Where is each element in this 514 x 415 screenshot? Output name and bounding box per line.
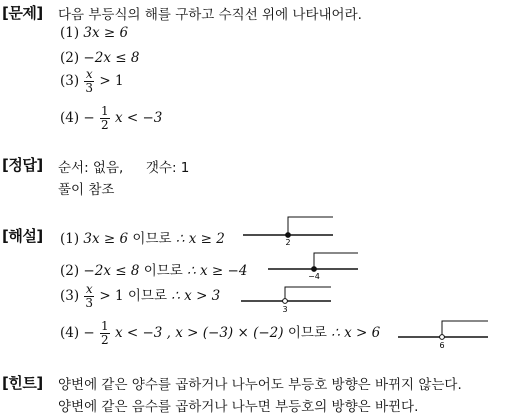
step-connector: 이므로 <box>127 288 167 304</box>
hint-line-2: 양변에 같은 음수를 곱하거나 나누면 부등호의 방향은 바뀐다. <box>58 399 419 415</box>
fraction-denominator: 3 <box>85 81 94 95</box>
explanation-tag: [해설] <box>2 227 43 245</box>
open-point-icon <box>440 335 445 340</box>
solution-range-bracket <box>314 253 358 269</box>
point-label: 6 <box>439 341 445 350</box>
answer-meta <box>58 156 189 176</box>
closed-point-icon <box>312 267 317 272</box>
step-result: ∴ x > 3 <box>171 288 221 304</box>
hint-line-1: 양변에 같은 양수를 곱하거나 나누어도 부등호 방향은 바뀌지 않는다. <box>58 377 462 393</box>
fraction-numerator: x <box>85 67 93 81</box>
step-sign: − <box>83 325 95 341</box>
problem-item-3 <box>60 68 124 95</box>
step-expression: −2x ≤ 8 <box>83 263 140 279</box>
fraction <box>100 105 110 132</box>
point-label: −4 <box>308 272 320 281</box>
item-sign: − <box>83 110 95 126</box>
fraction-denominator: 3 <box>85 296 94 310</box>
problem-item-1 <box>60 25 128 41</box>
number-line-1 <box>243 214 338 248</box>
fraction <box>84 283 94 310</box>
step-expression: 3x ≥ 6 <box>83 231 129 247</box>
step-result: ∴ x ≥ −4 <box>187 263 248 279</box>
item-number: (3) <box>60 73 80 89</box>
item-number: (2) <box>60 50 80 66</box>
fraction <box>84 68 94 95</box>
step-connector: 이므로 <box>132 231 172 247</box>
step-number: (4) <box>60 325 80 341</box>
explanation-step-2 <box>60 259 247 279</box>
explanation-step-3 <box>60 283 220 310</box>
fraction-denominator: 2 <box>101 118 109 132</box>
problem-instruction: 다음 부등식의 해를 구하고 수직선 위에 나타내어라. <box>58 7 362 23</box>
step-number: (3) <box>60 288 80 304</box>
step-number: (2) <box>60 263 80 279</box>
solution-range-bracket <box>285 287 331 301</box>
closed-point-icon <box>286 233 291 238</box>
item-expression: x < −3 <box>114 110 163 126</box>
problem-item-2 <box>60 50 139 66</box>
item-expression: 3x ≥ 6 <box>83 25 129 41</box>
fraction <box>100 320 110 347</box>
item-expression: > 1 <box>99 73 124 89</box>
step-number: (1) <box>60 231 80 247</box>
answer-tag: [정답] <box>2 156 43 174</box>
number-line-3 <box>241 284 336 318</box>
open-point-icon <box>283 299 288 304</box>
number-line-4 <box>398 317 493 351</box>
step-result: ∴ x ≥ 2 <box>175 231 225 247</box>
fraction-numerator: 1 <box>101 319 109 333</box>
item-number: (1) <box>60 25 80 41</box>
number-line-2 <box>268 250 363 284</box>
explanation-step-4 <box>60 320 380 347</box>
solution-range-bracket <box>288 217 333 235</box>
answer-order: 순서: 없음, <box>58 160 124 176</box>
step-result: ∴ x > 6 <box>331 325 381 341</box>
item-expression: −2x ≤ 8 <box>83 50 140 66</box>
step-expression: x < −3 , x > (−3) × (−2) <box>114 325 284 341</box>
item-number: (4) <box>60 110 80 126</box>
solution-reference: 풀이 참조 <box>58 182 115 198</box>
hint-tag: [힌트] <box>2 374 43 392</box>
fraction-numerator: x <box>85 282 93 296</box>
solution-range-bracket <box>442 321 488 337</box>
fraction-denominator: 2 <box>101 333 109 347</box>
answer-count: 갯수: 1 <box>145 160 190 176</box>
step-connector: 이므로 <box>287 325 327 341</box>
step-connector: 이므로 <box>143 263 183 279</box>
explanation-step-1 <box>60 227 225 247</box>
step-expression: > 1 <box>99 288 124 304</box>
point-label: 2 <box>285 238 291 247</box>
point-label: 3 <box>282 305 288 314</box>
fraction-numerator: 1 <box>101 104 109 118</box>
problem-tag: [문제] <box>2 4 43 22</box>
problem-item-4 <box>60 105 162 132</box>
